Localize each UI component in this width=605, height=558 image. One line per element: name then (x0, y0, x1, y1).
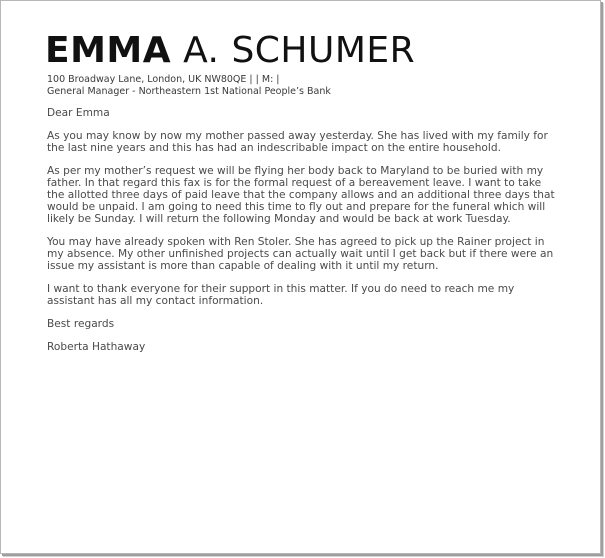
letterhead-contact (47, 74, 331, 98)
closing: Best regards (47, 318, 115, 330)
job-title-line: General Manager - Northeastern 1st National People’s Bank (47, 86, 331, 97)
letterhead-first-name: EMMA (45, 30, 172, 71)
paragraph: As you may know by now my mother passed away yesterday. She has lived with my family for the last nine years and this has had an indescribable impact on the entire household. (47, 130, 548, 154)
letterhead-last-name: A. SCHUMER (183, 30, 416, 71)
letterhead-name (45, 31, 415, 71)
address-line: 100 Broadway Lane, London, UK NW80QE | | M: | (47, 74, 280, 85)
paragraph: I want to thank everyone for their support in this matter. If you do need to reach me my assistant has all my contact information. (47, 283, 515, 307)
paragraph: You may have already spoken with Ren Stoler. She has agreed to pick up the Rainer project in my absence. My other unfinished projects can actually wait until I get back but if there were an issue my assistant is more than capable of dealing with it until my return. (47, 236, 554, 272)
letter-body (47, 107, 561, 364)
salutation: Dear Emma (47, 107, 110, 119)
paragraph: As per my mother’s request we will be flying her body back to Maryland to be buried with my father. In that regard this fax is for the formal request of a bereavement leave. I want to take the allotted three days of paid leave that the company allows and an additional three days that would be unpaid. I am going to need this time to fly out and prepare for the funeral which will likely be Sunday. I will return the following Monday and would be back at work Tuesday. (47, 165, 555, 225)
signature: Roberta Hathaway (47, 341, 146, 353)
